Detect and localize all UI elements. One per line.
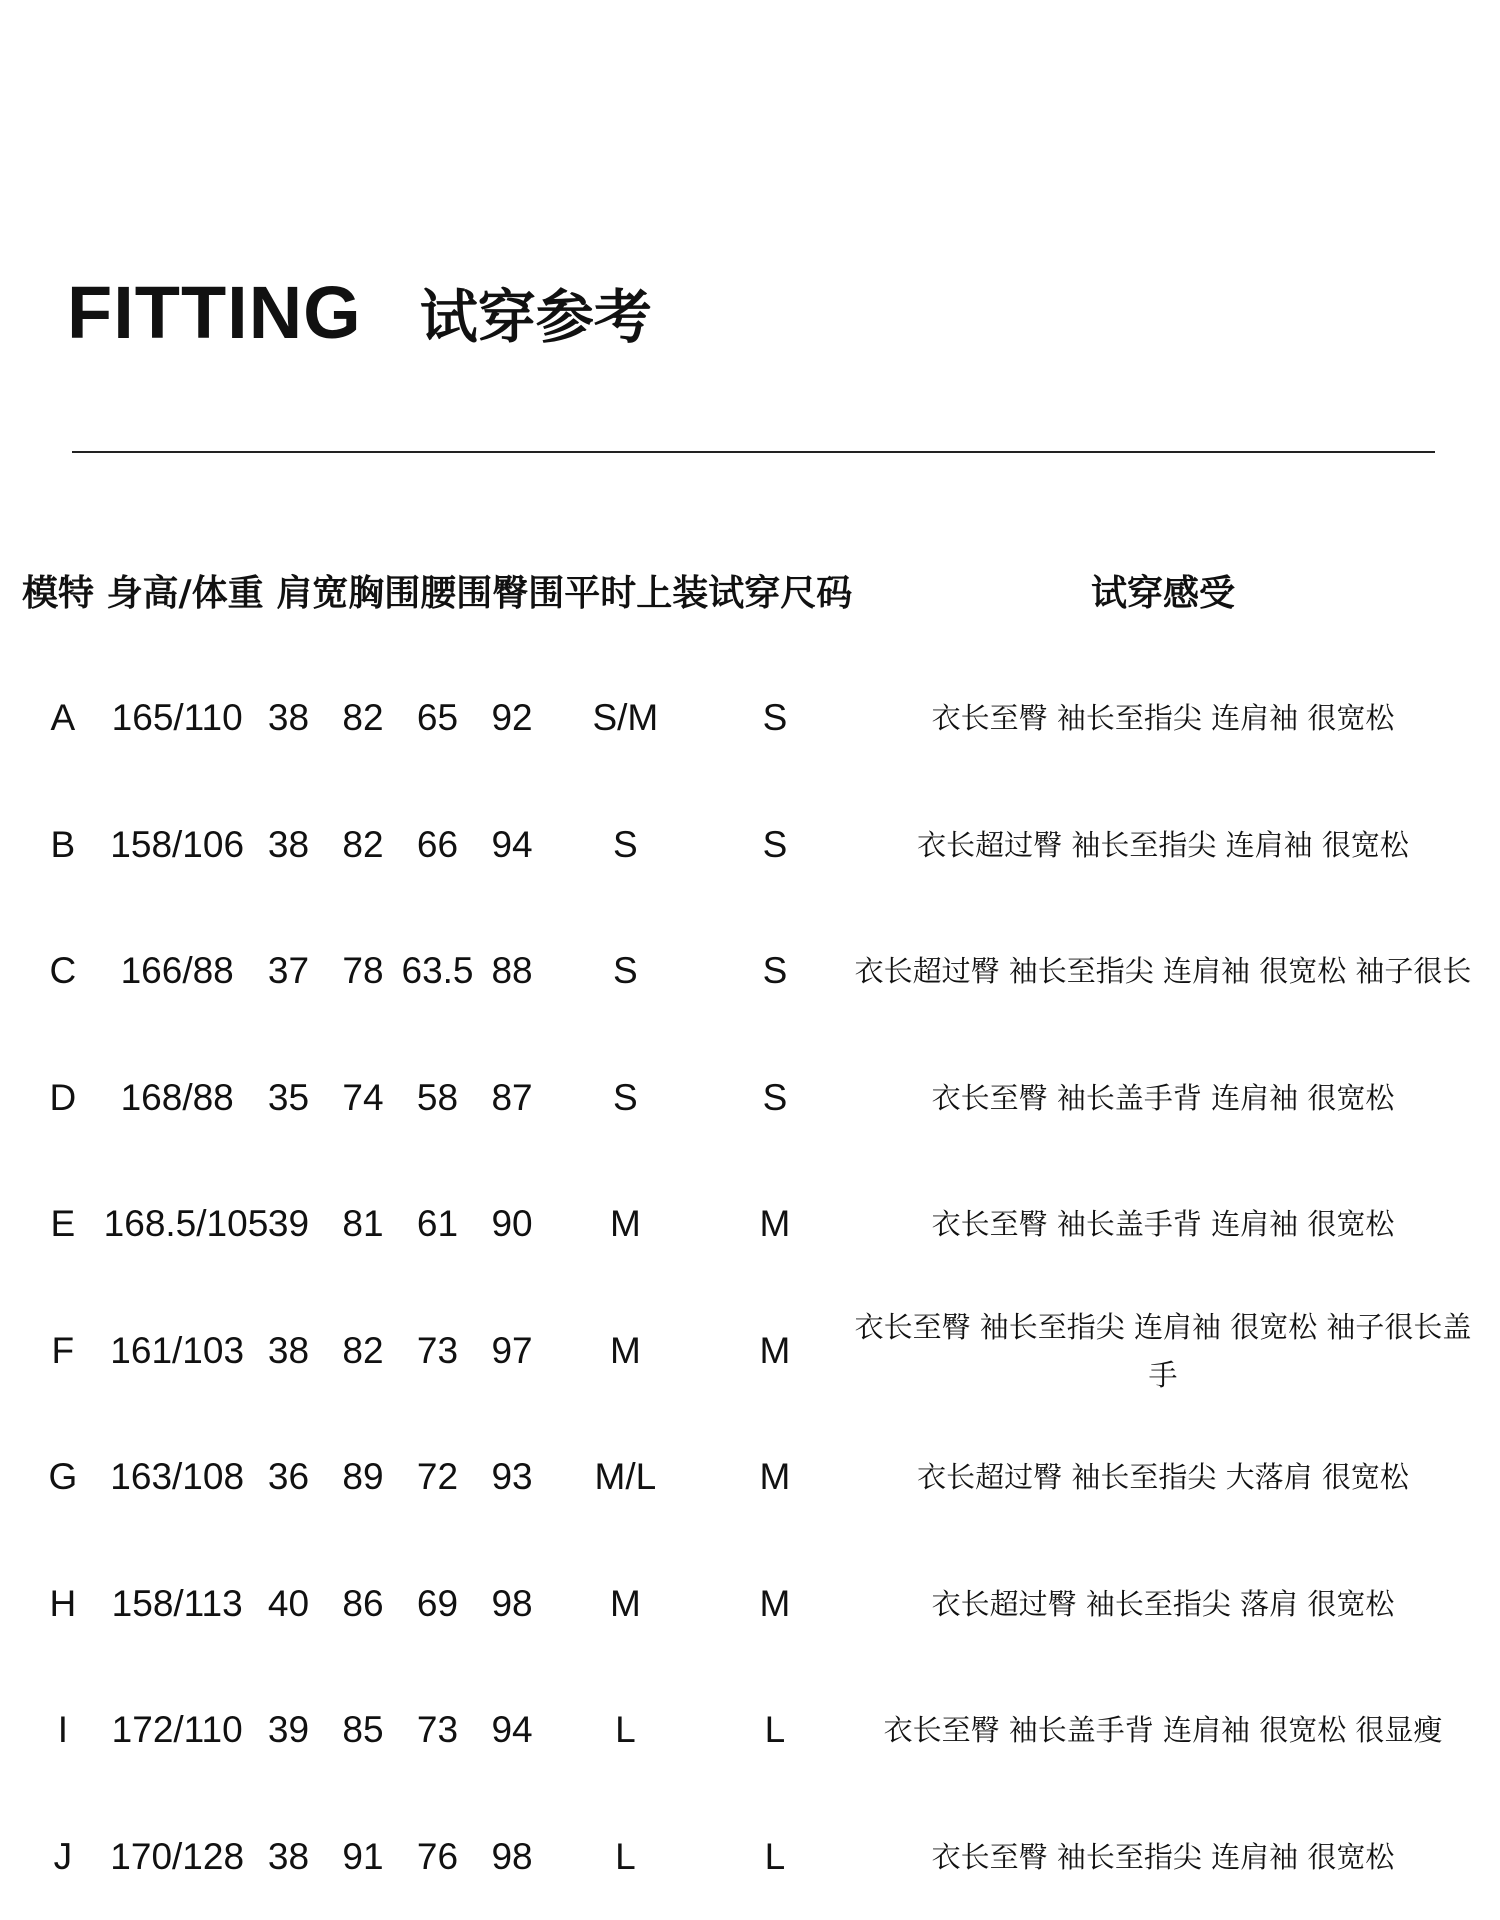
waist-cell: 72 (400, 1414, 476, 1541)
try-size-cell: M (702, 1541, 848, 1668)
height-weight-cell: 170/128 (104, 1794, 251, 1920)
try-size-cell: S (702, 908, 848, 1035)
chest-cell: 74 (326, 1035, 400, 1162)
fitting-table (22, 545, 1478, 1920)
fitting-feel-cell: 衣长至臀 袖长至指尖 连肩袖 很宽松 (848, 635, 1478, 782)
fitting-feel-cell: 衣长至臀 袖长至指尖 连肩袖 很宽松 (848, 1794, 1478, 1920)
shoulder-cell: 35 (251, 1035, 327, 1162)
model-cell: A (22, 635, 104, 782)
try-size-cell: M (702, 1288, 848, 1415)
hip-cell: 87 (475, 1035, 549, 1162)
model-cell: F (22, 1288, 104, 1415)
usual-top-size-cell: S (549, 908, 702, 1035)
height-weight-cell: 168.5/105 (104, 1161, 251, 1288)
fitting-feel-cell: 衣长至臀 袖长盖手背 连肩袖 很宽松 很显瘦 (848, 1667, 1478, 1794)
height-weight-cell: 163/108 (104, 1414, 251, 1541)
table-row (22, 1541, 1478, 1668)
hip-cell: 97 (475, 1288, 549, 1415)
model-cell: C (22, 908, 104, 1035)
shoulder-cell: 39 (251, 1161, 327, 1288)
height-weight-cell: 158/113 (104, 1541, 251, 1668)
header-divider (72, 451, 1435, 453)
chest-cell: 82 (326, 782, 400, 909)
waist-cell: 61 (400, 1161, 476, 1288)
usual-top-size-cell: S (549, 782, 702, 909)
table-header-row (22, 545, 1478, 635)
waist-cell: 76 (400, 1794, 476, 1920)
height-weight-cell: 158/106 (104, 782, 251, 909)
table-row (22, 1161, 1478, 1288)
try-size-cell: M (702, 1161, 848, 1288)
column-headers: 模特 身高/体重 肩宽胸围腰围臀围平时上装试穿尺码 (22, 545, 848, 635)
chest-cell: 91 (326, 1794, 400, 1920)
chest-cell: 81 (326, 1161, 400, 1288)
table-row (22, 908, 1478, 1035)
hip-cell: 90 (475, 1161, 549, 1288)
fitting-feel-cell: 衣长超过臀 袖长至指尖 连肩袖 很宽松 袖子很长 (848, 908, 1478, 1035)
hip-cell: 98 (475, 1541, 549, 1668)
page-title-en: FITTING (67, 270, 362, 355)
height-weight-cell: 165/110 (104, 635, 251, 782)
hip-cell: 94 (475, 1667, 549, 1794)
shoulder-cell: 39 (251, 1667, 327, 1794)
table-row (22, 782, 1478, 909)
model-cell: D (22, 1035, 104, 1162)
usual-top-size-cell: M/L (549, 1414, 702, 1541)
try-size-cell: L (702, 1667, 848, 1794)
shoulder-cell: 40 (251, 1541, 327, 1668)
try-size-cell: M (702, 1414, 848, 1541)
waist-cell: 73 (400, 1667, 476, 1794)
model-cell: H (22, 1541, 104, 1668)
chest-cell: 82 (326, 635, 400, 782)
model-cell: I (22, 1667, 104, 1794)
waist-cell: 58 (400, 1035, 476, 1162)
height-weight-cell: 161/103 (104, 1288, 251, 1415)
shoulder-cell: 37 (251, 908, 327, 1035)
hip-cell: 94 (475, 782, 549, 909)
model-cell: G (22, 1414, 104, 1541)
try-size-cell: L (702, 1794, 848, 1920)
hip-cell: 88 (475, 908, 549, 1035)
hip-cell: 98 (475, 1794, 549, 1920)
fitting-feel-cell: 衣长至臀 袖长至指尖 连肩袖 很宽松 袖子很长盖手 (848, 1288, 1478, 1415)
fitting-feel-cell: 衣长超过臀 袖长至指尖 大落肩 很宽松 (848, 1414, 1478, 1541)
waist-cell: 73 (400, 1288, 476, 1415)
usual-top-size-cell: L (549, 1667, 702, 1794)
table-row (22, 635, 1478, 782)
fitting-feel-cell: 衣长超过臀 袖长至指尖 连肩袖 很宽松 (848, 782, 1478, 909)
usual-top-size-cell: M (549, 1541, 702, 1668)
chest-cell: 85 (326, 1667, 400, 1794)
table-row (22, 1794, 1478, 1920)
page-title-zh: 试穿参考 (420, 270, 652, 354)
height-weight-cell: 172/110 (104, 1667, 251, 1794)
shoulder-cell: 38 (251, 782, 327, 909)
usual-top-size-cell: M (549, 1288, 702, 1415)
column-header-feel: 试穿感受 (848, 545, 1478, 635)
table-row (22, 1035, 1478, 1162)
usual-top-size-cell: M (549, 1161, 702, 1288)
table-row (22, 1288, 1478, 1415)
usual-top-size-cell: L (549, 1794, 702, 1920)
table-row (22, 1667, 1478, 1794)
model-cell: B (22, 782, 104, 909)
chest-cell: 86 (326, 1541, 400, 1668)
height-weight-cell: 168/88 (104, 1035, 251, 1162)
waist-cell: 66 (400, 782, 476, 909)
table-row (22, 1414, 1478, 1541)
table-body (22, 635, 1478, 1920)
model-cell: E (22, 1161, 104, 1288)
try-size-cell: S (702, 782, 848, 909)
model-cell: J (22, 1794, 104, 1920)
usual-top-size-cell: S (549, 1035, 702, 1162)
page-header (67, 262, 652, 362)
shoulder-cell: 36 (251, 1414, 327, 1541)
try-size-cell: S (702, 635, 848, 782)
chest-cell: 78 (326, 908, 400, 1035)
hip-cell: 93 (475, 1414, 549, 1541)
usual-top-size-cell: S/M (549, 635, 702, 782)
try-size-cell: S (702, 1035, 848, 1162)
waist-cell: 65 (400, 635, 476, 782)
waist-cell: 63.5 (400, 908, 476, 1035)
shoulder-cell: 38 (251, 635, 327, 782)
hip-cell: 92 (475, 635, 549, 782)
shoulder-cell: 38 (251, 1794, 327, 1920)
fitting-feel-cell: 衣长超过臀 袖长至指尖 落肩 很宽松 (848, 1541, 1478, 1668)
height-weight-cell: 166/88 (104, 908, 251, 1035)
waist-cell: 69 (400, 1541, 476, 1668)
shoulder-cell: 38 (251, 1288, 327, 1415)
fitting-feel-cell: 衣长至臀 袖长盖手背 连肩袖 很宽松 (848, 1035, 1478, 1162)
fitting-feel-cell: 衣长至臀 袖长盖手背 连肩袖 很宽松 (848, 1161, 1478, 1288)
chest-cell: 82 (326, 1288, 400, 1415)
chest-cell: 89 (326, 1414, 400, 1541)
